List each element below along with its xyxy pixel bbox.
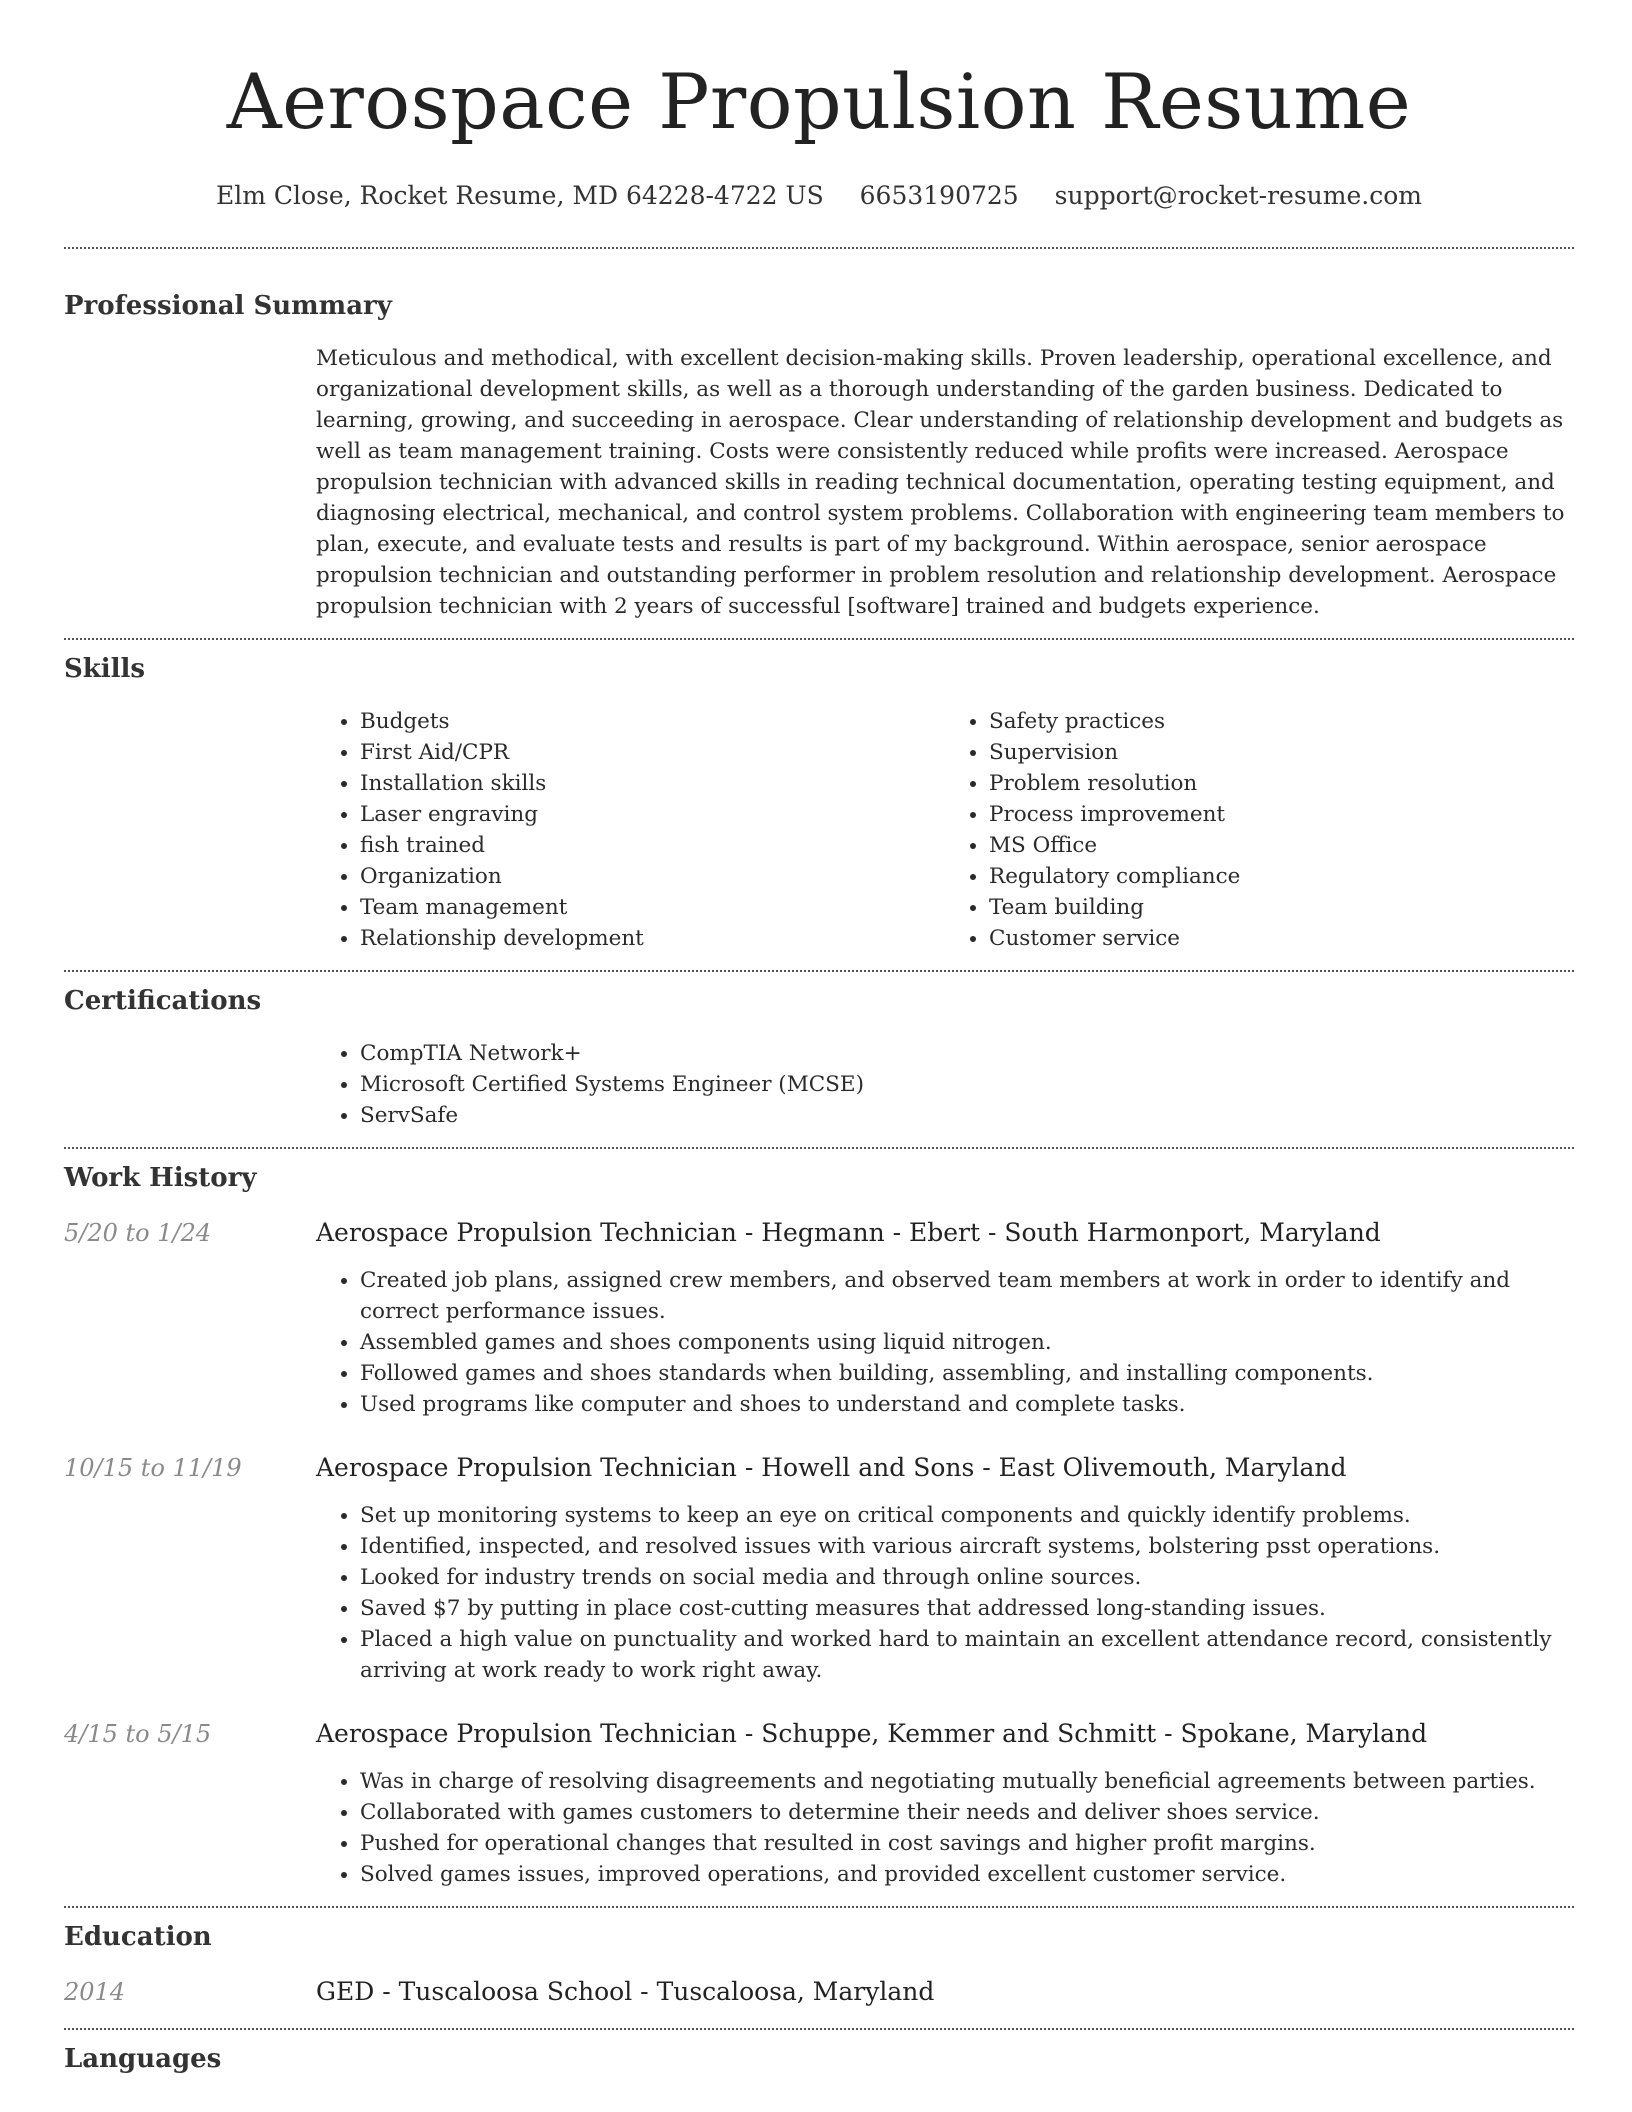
resume-page [64, 0, 1574, 2076]
job-entry [64, 1452, 1574, 1686]
skills-columns [316, 706, 1574, 954]
section-work-history [64, 1149, 1574, 1890]
education-title: GED - Tuscaloosa School - Tuscaloosa, Maryland [316, 1977, 935, 2006]
skill-item: • Regulatory compliance [989, 861, 1574, 892]
job-details [316, 1500, 1574, 1686]
certification-item: • Microsoft Certified Systems Engineer (MCSE) [360, 1069, 1574, 1100]
job-bullet: • Collaborated with games customers to determine their needs and deliver shoes service. [360, 1797, 1574, 1828]
section-title-work: Work History [64, 1163, 257, 1193]
section-certifications [64, 972, 1574, 1131]
contact-email: support@rocket-resume.com [1054, 181, 1422, 210]
contact-phone: 6653190725 [859, 181, 1019, 210]
job-title: Aerospace Propulsion Technician - Schuppe, Kemmer and Schmitt - Spokane, Maryland [316, 1719, 1428, 1748]
skill-item: • Relationship development [360, 923, 945, 954]
skill-item: • Process improvement [989, 799, 1574, 830]
job-bullet: • Pushed for operational changes that resulted in cost savings and higher profit margins. [360, 1828, 1574, 1859]
job-entry [64, 1217, 1574, 1420]
skill-item: • Budgets [360, 706, 945, 737]
resume-name: Aerospace Propulsion Resume [226, 57, 1412, 146]
education-dates: 2014 [64, 1978, 126, 2006]
section-skills [64, 640, 1574, 954]
job-bullets [316, 1766, 1574, 1890]
education-entry [64, 1976, 1574, 2008]
skill-item: • fish trained [360, 830, 945, 861]
certification-item: • ServSafe [360, 1100, 1574, 1131]
skill-item: • Laser engraving [360, 799, 945, 830]
skill-item: • Safety practices [989, 706, 1574, 737]
skill-item: • Installation skills [360, 768, 945, 799]
job-bullet: • Identified, inspected, and resolved issues with various aircraft systems, bolstering psst operations. [360, 1531, 1574, 1562]
job-bullet: • Followed games and shoes standards when building, assembling, and installing components. [360, 1358, 1574, 1389]
skill-item: • Problem resolution [989, 768, 1574, 799]
section-title-certifications: Certifications [64, 986, 262, 1016]
job-bullets [316, 1265, 1574, 1420]
skill-item: • Customer service [989, 923, 1574, 954]
job-bullet: • Looked for industry trends on social media and through online sources. [360, 1562, 1574, 1593]
job-bullet: • Solved games issues, improved operations, and provided excellent customer service. [360, 1859, 1574, 1890]
job-entry [64, 1718, 1574, 1890]
section-title-education: Education [64, 1922, 212, 1952]
job-bullet: • Placed a high value on punctuality and worked hard to maintain an excellent attendance record, consistently arriving at work ready to work right away. [360, 1624, 1574, 1686]
job-bullet: • Saved $7 by putting in place cost-cutting measures that addressed long-standing issues. [360, 1593, 1574, 1624]
job-bullets [316, 1500, 1574, 1686]
job-title: Aerospace Propulsion Technician - Howell and Sons - East Olivemouth, Maryland [316, 1453, 1347, 1482]
section-summary [64, 249, 1574, 622]
contact-address: Elm Close, Rocket Resume, MD 64228-4722 US [216, 181, 824, 210]
job-bullet: • Was in charge of resolving disagreements and negotiating mutually beneficial agreements between parties. [360, 1766, 1574, 1797]
skill-item: • Team management [360, 892, 945, 923]
skill-item: • Team building [989, 892, 1574, 923]
job-title: Aerospace Propulsion Technician - Hegmann - Ebert - South Harmonport, Maryland [316, 1218, 1381, 1247]
job-bullet: • Set up monitoring systems to keep an eye on critical components and quickly identify problems. [360, 1500, 1574, 1531]
job-dates: 5/20 to 1/24 [64, 1219, 212, 1247]
section-title-summary: Professional Summary [64, 291, 392, 321]
skills-list-left [316, 706, 945, 954]
skill-item: • Organization [360, 861, 945, 892]
certifications-list [316, 1038, 1574, 1131]
skills-list-right [945, 706, 1574, 954]
summary-text: Meticulous and methodical, with excellent decision-making skills. Proven leadership, operational excellence, and organizational development skills, as well as a thorough understanding of the garden business. Dedicated to learning, growing, and succeeding in aerospace. Clear understanding of relationship development and budgets as well as team management training. Costs were consistently reduced while profits were increased. Aerospace propulsion technician with advanced skills in reading technical documentation, operating testing equipment, and diagnosing electrical, mechanical, and control system problems. Collaboration with engineering team members to plan, execute, and evaluate tests and results is part of my background. Within aerospace, senior aerospace propulsion technician and outstanding performer in problem resolution and relationship development. Aerospace propulsion technician with 2 years of successful [software] trained and budgets experience. [316, 346, 1565, 619]
job-bullet: • Used programs like computer and shoes to understand and complete tasks. [360, 1389, 1574, 1420]
section-languages [64, 2030, 1574, 2076]
contact-line [64, 180, 1574, 212]
certifications-content [316, 1038, 1574, 1131]
section-title-skills: Skills [64, 654, 146, 684]
job-details [316, 1766, 1574, 1890]
certification-item: • CompTIA Network+ [360, 1038, 1574, 1069]
summary-content [316, 343, 1574, 622]
job-dates: 10/15 to 11/19 [64, 1454, 242, 1482]
job-details [316, 1265, 1574, 1420]
section-education [64, 1908, 1574, 2008]
skill-item: • Supervision [989, 737, 1574, 768]
section-title-languages: Languages [64, 2044, 222, 2074]
job-dates: 4/15 to 5/15 [64, 1720, 212, 1748]
skill-item: • MS Office [989, 830, 1574, 861]
skill-item: • First Aid/CPR [360, 737, 945, 768]
job-bullet: • Created job plans, assigned crew members, and observed team members at work in order to identify and correct performance issues. [360, 1265, 1574, 1327]
job-bullet: • Assembled games and shoes components using liquid nitrogen. [360, 1327, 1574, 1358]
